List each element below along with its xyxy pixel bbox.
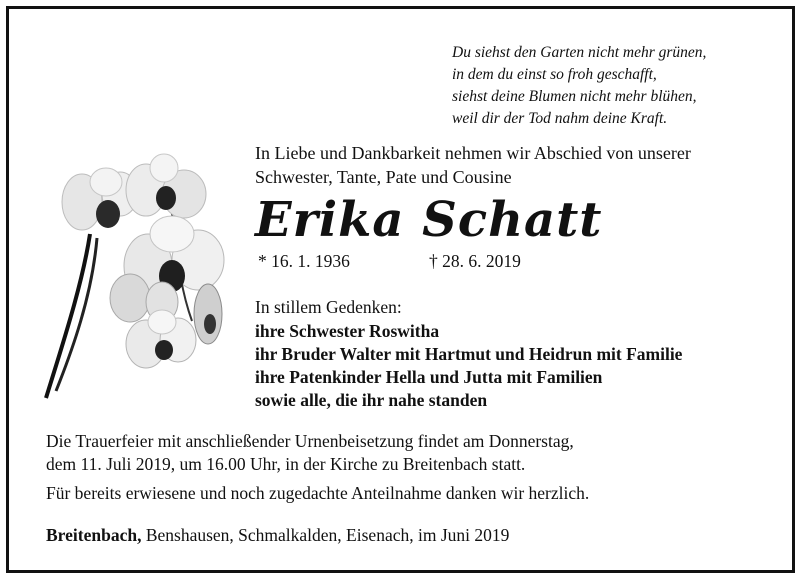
intro-text <box>255 141 691 189</box>
mourner-line: ihr Bruder Walter mit Hartmut und Heidrun mit Familie <box>255 344 683 364</box>
place-date <box>46 524 509 546</box>
service-line: Die Trauerfeier mit anschließender Urnenbeisetzung findet am Donnerstag, <box>46 431 574 451</box>
intro-line: In Liebe und Dankbarkeit nehmen wir Abschied von unserer <box>255 143 691 163</box>
life-dates <box>258 250 521 272</box>
service-line: dem 11. Juli 2019, um 16.00 Uhr, in der Kirche zu Breitenbach statt. <box>46 454 526 474</box>
mourners-list <box>255 320 682 412</box>
mourners-label: In stillem Gedenken: <box>255 297 402 317</box>
poem <box>452 42 706 130</box>
birth-date: * 16. 1. 1936 <box>258 251 350 271</box>
intro-line: Schwester, Tante, Pate und Cousine <box>255 167 512 187</box>
poem-line: in dem du einst so froh geschafft, <box>452 66 657 83</box>
orchid-illustration-icon <box>42 146 232 401</box>
deceased-name: Erika Schatt <box>255 192 603 248</box>
poem-line: Du siehst den Garten nicht mehr grünen, <box>452 44 707 61</box>
funeral-service-info <box>46 430 574 476</box>
place-rest: Benshausen, Schmalkalden, Eisenach, im Juni 2019 <box>141 525 510 545</box>
place-primary: Breitenbach, <box>46 525 142 545</box>
death-date: † 28. 6. 2019 <box>429 251 521 271</box>
thanks-text: Für bereits erwiesene und noch zugedachte Anteilnahme danken wir herzlich. <box>46 483 590 503</box>
mourner-line: sowie alle, die ihr nahe standen <box>255 390 488 410</box>
poem-line: siehst deine Blumen nicht mehr blühen, <box>452 88 697 105</box>
mourner-line: ihre Schwester Roswitha <box>255 321 440 341</box>
mourner-line: ihre Patenkinder Hella und Jutta mit Familien <box>255 367 603 387</box>
poem-line: weil dir der Tod nahm deine Kraft. <box>452 110 668 127</box>
